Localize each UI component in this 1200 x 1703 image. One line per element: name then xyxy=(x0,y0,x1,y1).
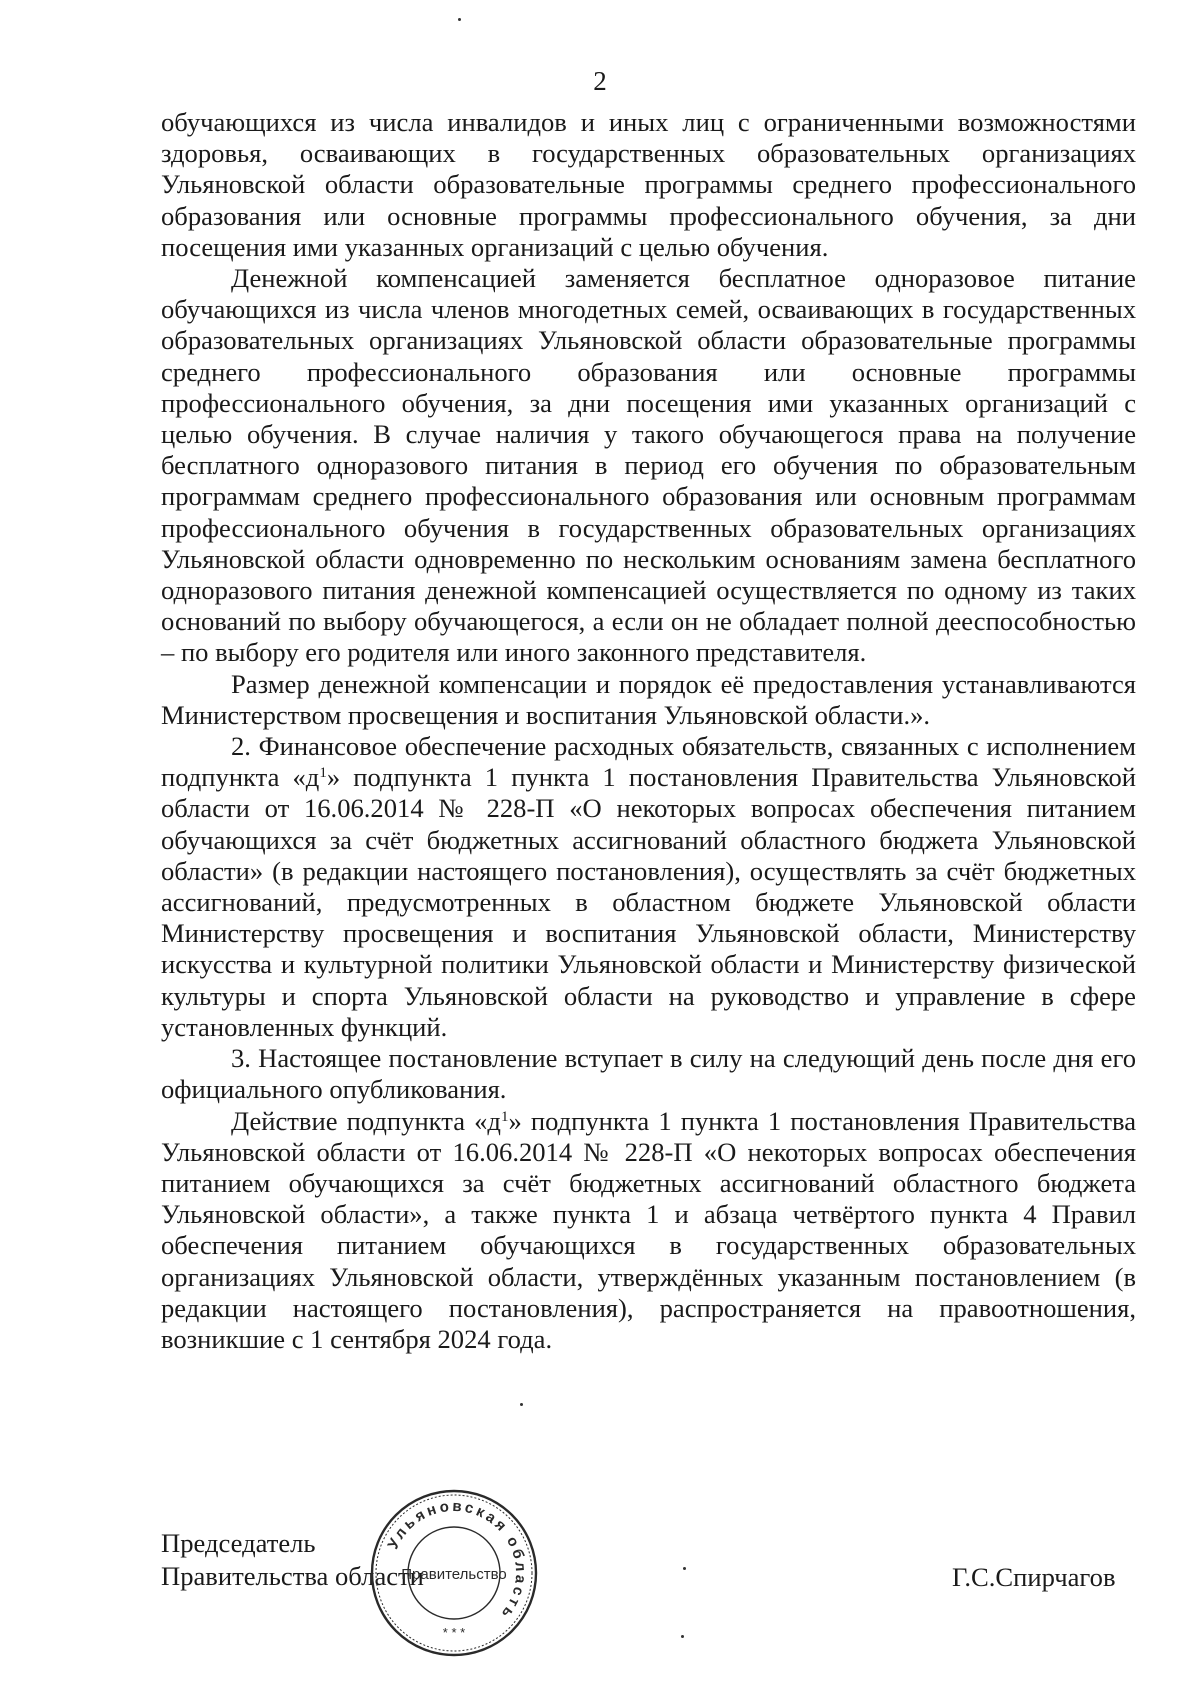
page-number: 2 xyxy=(593,66,607,96)
scan-speck xyxy=(681,1635,684,1638)
document-body xyxy=(161,107,1136,1355)
superscript: 1 xyxy=(500,1108,509,1125)
paragraph-5: 3. Настоящее постановление вступает в силу на следующий день после дня его официального опубликования. xyxy=(161,1043,1136,1105)
official-seal xyxy=(368,1487,540,1659)
seal-center-text: Правительство xyxy=(401,1566,507,1583)
scan-speck xyxy=(683,1567,686,1570)
paragraph-3: Размер денежной компенсации и порядок её предоставления устанавливаются Министерством просвещения и воспитания Ульяновской области.». xyxy=(161,668,1136,730)
paragraph-6-part-2: » подпункта 1 пункта 1 постановления Правительства Ульяновской области от 16.06.2014 № 228-П «О некоторых вопросах обеспечения питанием обучающихся за счёт бюджетных ассигнований областного бюджета Ульяновской области», а также пункта 1 и абзаца четвёртого пункта 4 Правил обеспечения питанием обучающихся в государственных образовательных организациях Ульяновской области, утверждённых указанным постановлением (в редакции настоящего постановления), распространяется на правоотношения, возникшие с 1 сентября 2024 года. xyxy=(161,1105,1137,1354)
signer-position-line-1: Председатель xyxy=(161,1528,316,1558)
signer-name: Г.С.Спирчагов xyxy=(952,1562,1116,1592)
paragraph-6 xyxy=(161,1106,1136,1356)
paragraph-4 xyxy=(161,731,1136,1043)
scan-speck xyxy=(458,18,461,21)
scan-speck xyxy=(520,1403,523,1406)
paragraph-2: Денежной компенсацией заменяется бесплатное одноразовое питание обучающихся из числа членов многодетных семей, осваивающих в государственных образовательных организациях Ульяновской области образовательные программы среднего профессионального образования или основные программы профессионального обучения, за дни посещения ими указанных организаций с целью обучения. В случае наличия у такого обучающегося права на получение бесплатного одноразового питания в период его обучения по образовательным программам среднего профессионального образования или основным программам профессионального обучения в государственных образовательных организациях Ульяновской области одновременно по нескольким основаниям замена бесплатного одноразового питания денежной компенсацией осуществляется по одному из таких оснований по выбору обучающегося, а если он не обладает полной дееспособностью – по выбору его родителя или иного законного представителя. xyxy=(161,263,1136,668)
paragraph-1: обучающихся из числа инвалидов и иных лиц с ограниченными возможностями здоровья, осваивающих в государственных образовательных организациях Ульяновской области образовательные программы среднего профессионального образования или основные программы профессионального обучения, за дни посещения ими указанных организаций с целью обучения. xyxy=(161,107,1136,262)
seal-ring-text: Ульяновская область xyxy=(384,1497,530,1624)
paragraph-6-part-1: Действие подпункта «д xyxy=(231,1105,501,1136)
superscript: 1 xyxy=(319,765,327,782)
paragraph-4-part-2: » подпункта 1 пункта 1 постановления Правительства Ульяновской области от 16.06.2014 № 228-П «О некоторых вопросах обеспечения питанием обучающихся за счёт бюджетных ассигнований областного бюджета Ульяновской области» (в редакции настоящего постановления), осуществлять за счёт бюджетных ассигнований, предусмотренных в областном бюджете Ульяновской области Министерству просвещения и воспитания Ульяновской области, Министерству искусства и культурной политики Ульяновской области и Министерству физической культуры и спорта Ульяновской области на руководство и управление в сфере установленных функций. xyxy=(161,762,1136,1042)
signer-position-line-2: Правительства области xyxy=(161,1561,424,1591)
seal-stars: * * * xyxy=(442,1625,466,1640)
paragraph-4-part-1: 2. Финансовое обеспечение расходных обязательств, связанных с исполнением подпункта «д xyxy=(161,731,1136,793)
